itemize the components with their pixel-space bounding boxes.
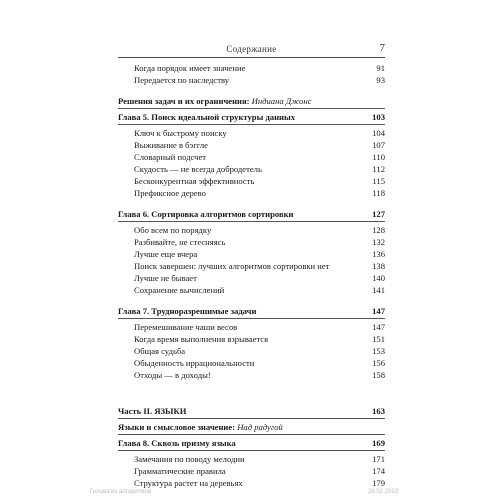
chapter-title: Глава 8. Сквозь призму языка xyxy=(118,438,236,448)
part-title: Часть II. ЯЗЫКИ xyxy=(118,406,187,416)
toc-entry-page: 93 xyxy=(376,75,385,85)
toc-entry-title: Лучше не бывает xyxy=(134,273,197,283)
part-rule xyxy=(118,418,385,419)
toc-entry-title: Лучше еще вчера xyxy=(134,249,198,259)
chapter-page: 103 xyxy=(372,112,385,122)
toc-entry xyxy=(118,127,385,139)
toc-entry-page: 141 xyxy=(372,285,385,295)
toc-entry xyxy=(118,139,385,151)
toc-entry-page: 136 xyxy=(372,249,385,259)
toc-entry xyxy=(118,163,385,175)
toc-entry-title: Выживание в бэггле xyxy=(134,140,208,150)
toc-entry xyxy=(118,74,385,86)
toc-entry-title: Префиксное дерево xyxy=(134,188,206,198)
toc-entry-title: Поиск завершен: лучших алгоритмов сортировки нет xyxy=(134,261,330,271)
toc-entry xyxy=(118,357,385,369)
part-heading xyxy=(118,405,385,417)
toc-entry-title: Грамматические правила xyxy=(134,466,226,476)
toc-entry xyxy=(118,333,385,345)
footer-left-text: Голова из алгоритмов xyxy=(90,489,152,495)
toc-entry-page: 107 xyxy=(372,140,385,150)
toc-entry-page: 138 xyxy=(372,261,385,271)
table-of-contents xyxy=(118,62,385,489)
toc-entry xyxy=(118,345,385,357)
toc-entry-title: Передается по наследству xyxy=(134,75,230,85)
chapter-title: Глава 7. Трудноразрешимые задачи xyxy=(118,306,257,316)
section-rule xyxy=(118,108,385,109)
toc-entry xyxy=(118,272,385,284)
toc-entry xyxy=(118,151,385,163)
toc-entry xyxy=(118,453,385,465)
chapter-rule xyxy=(118,318,385,319)
toc-entry-title: Обо всем по порядку xyxy=(134,225,212,235)
chapter-title: Глава 5. Поиск идеальной структуры данных xyxy=(118,112,295,122)
toc-entry xyxy=(118,260,385,272)
footer-right-text: 28.02.2023 xyxy=(368,489,399,495)
toc-entry-page: 179 xyxy=(372,478,385,488)
toc-entry-title: Словарный подсчет xyxy=(134,152,207,162)
toc-entry-title: Когда время выполнения взрывается xyxy=(134,334,269,344)
toc-entry xyxy=(118,284,385,296)
toc-entry-title: Замечания по поводу мелодии xyxy=(134,454,245,464)
toc-entry-page: 110 xyxy=(372,152,385,162)
toc-entry xyxy=(118,62,385,74)
chapter-rule xyxy=(118,450,385,451)
toc-entry-title: Когда порядок имеет значение xyxy=(134,63,246,73)
toc-entry-page: 128 xyxy=(372,225,385,235)
section-heading xyxy=(118,95,385,107)
toc-entry xyxy=(118,175,385,187)
chapter-rule xyxy=(118,124,385,125)
running-head-title: Содержание xyxy=(226,44,277,54)
toc-entry-page: 153 xyxy=(372,346,385,356)
toc-entry-page: 104 xyxy=(372,128,385,138)
toc-entry-title: Отходы — в доходы! xyxy=(134,370,211,380)
toc-entry-title: Скудость — не всегда добродетель xyxy=(134,164,262,174)
chapter-page: 169 xyxy=(372,438,385,448)
toc-entry xyxy=(118,465,385,477)
toc-entry-title: Общая судьба xyxy=(134,346,186,356)
section-title: Решения задач и их ограничения: xyxy=(118,96,252,106)
toc-entry-page: 118 xyxy=(372,188,385,198)
toc-entry-page: 156 xyxy=(372,358,385,368)
toc-entry-title: Перемешивание чаши весов xyxy=(134,322,238,332)
toc-entry-page: 174 xyxy=(372,466,385,476)
chapter-heading xyxy=(118,305,385,317)
toc-entry-page: 112 xyxy=(372,164,385,174)
section-title-emphasis: Индиана Джонс xyxy=(251,96,312,106)
toc-entry-page: 132 xyxy=(372,237,385,247)
toc-entry-page: 151 xyxy=(372,334,385,344)
toc-entry xyxy=(118,477,385,489)
page-number: 7 xyxy=(379,42,385,54)
toc-entry-title: Разбивайте, не стесняясь xyxy=(134,237,226,247)
toc-entry-title: Структура растет на деревьях xyxy=(134,478,243,488)
toc-entry xyxy=(118,369,385,381)
chapter-title: Глава 6. Сортировка алгоритмов сортировки xyxy=(118,209,294,219)
toc-entry-title: Бесконкурентная эффективность xyxy=(134,176,255,186)
toc-entry-page: 147 xyxy=(372,322,385,332)
toc-entry-page: 115 xyxy=(372,176,385,186)
section-title-emphasis: Над радугой xyxy=(237,422,283,432)
toc-entry-page: 158 xyxy=(372,370,385,380)
toc-entry-page: 140 xyxy=(372,273,385,283)
toc-entry xyxy=(118,236,385,248)
section-title: Языки и смысловое значение: xyxy=(118,422,238,432)
toc-entry-title: Ключ к быстрому поиску xyxy=(134,128,227,138)
chapter-rule xyxy=(118,221,385,222)
chapter-page: 147 xyxy=(372,306,385,316)
chapter-heading xyxy=(118,208,385,220)
chapter-heading xyxy=(118,437,385,449)
section-heading xyxy=(118,421,385,433)
toc-entry xyxy=(118,224,385,236)
toc-entry-title: Сохранение вычислений xyxy=(134,285,225,295)
toc-entry-page: 91 xyxy=(376,63,385,73)
header-rule xyxy=(118,57,385,58)
part-page: 163 xyxy=(372,406,385,416)
section-rule xyxy=(118,434,385,435)
toc-entry-title: Обыденность иррациональности xyxy=(134,358,255,368)
toc-entry xyxy=(118,321,385,333)
toc-entry xyxy=(118,187,385,199)
chapter-heading xyxy=(118,111,385,123)
toc-entry-page: 171 xyxy=(372,454,385,464)
chapter-page: 127 xyxy=(372,209,385,219)
toc-entry xyxy=(118,248,385,260)
